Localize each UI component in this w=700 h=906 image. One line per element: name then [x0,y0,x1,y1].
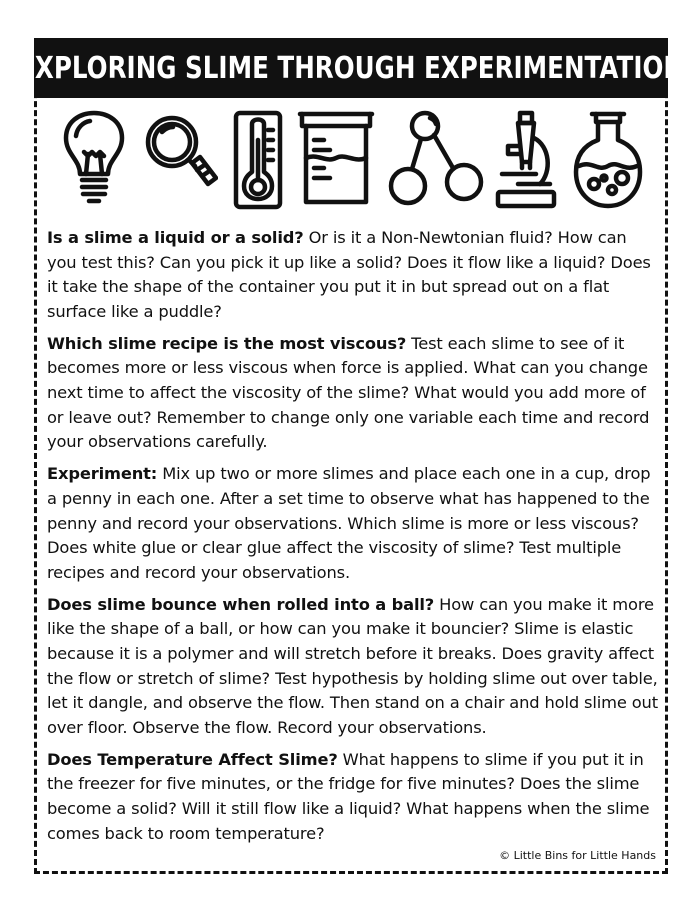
thermometer-icon [232,110,284,210]
science-icons-row [62,110,642,210]
section-heading: Does slime bounce when rolled into a ball? [47,594,435,614]
section-heading: Experiment: [47,464,158,484]
magnifying-glass-icon [142,110,218,210]
molecule-icon [388,110,484,210]
section-body: Or is it a Non-Newtonian fluid? How can you test this? Can you pick it up like a solid? Does it flow like a liquid? Does it take the shape of the container you put it in but spread out on a flat surface like a puddle? [47,228,651,321]
section-heading: Does Temperature Affect Slime? [47,749,338,769]
page-title: EXPLORING SLIME THROUGH EXPERIMENTATION [18,50,684,86]
section-viscosity [47,332,659,455]
section-heading: Is a slime a liquid or a solid? [47,228,304,247]
section-temperature [47,748,659,846]
section-body: What happens to slime if you put it in the freezer for five minutes, or the fridge for five minutes? Does the slime become a solid? Will it still flow like a liquid? What happens when the slime comes back to room temperature? [47,749,650,843]
section-heading: Which slime recipe is the most viscous? [47,333,407,353]
flask-icon [572,110,644,210]
section-experiment [47,462,659,585]
copyright-notice: © Little Bins for Little Hands [499,849,656,862]
section-bounce [47,593,659,741]
section-body: Test each slime to see of it becomes more or less viscous when force is applied. What can you change next time to affect the viscosity of the slime? What would you add more of or leave out? Remember to change only one variable each time and record your observations carefully. [47,333,650,452]
section-body: How can you make it more like the shape of a ball, or how can you make it bouncier? Slime is elastic because it is a polymer and will stretch before it breaks. Does gravity affect the flow or stretch of slime? Test hypothesis by holding slime out over table, let it dangle, and observe the flow. Then stand on a chair and hold slime out over floor. Observe the flow. Record your observations. [47,594,658,737]
worksheet-content [47,226,659,854]
section-liquid-or-solid [47,226,659,324]
microscope-icon [494,110,558,210]
lightbulb-icon [62,110,126,210]
section-body: Mix up two or more slimes and place each one in a cup, drop a penny in each one. After a set time to observe what has happened to the penny and record your observations. Which slime is more or less viscous? Does white glue or clear glue affect the viscosity of slime? Test multiple recipes and record your observations. [47,464,651,582]
beaker-icon [296,110,376,210]
title-banner [18,38,684,98]
